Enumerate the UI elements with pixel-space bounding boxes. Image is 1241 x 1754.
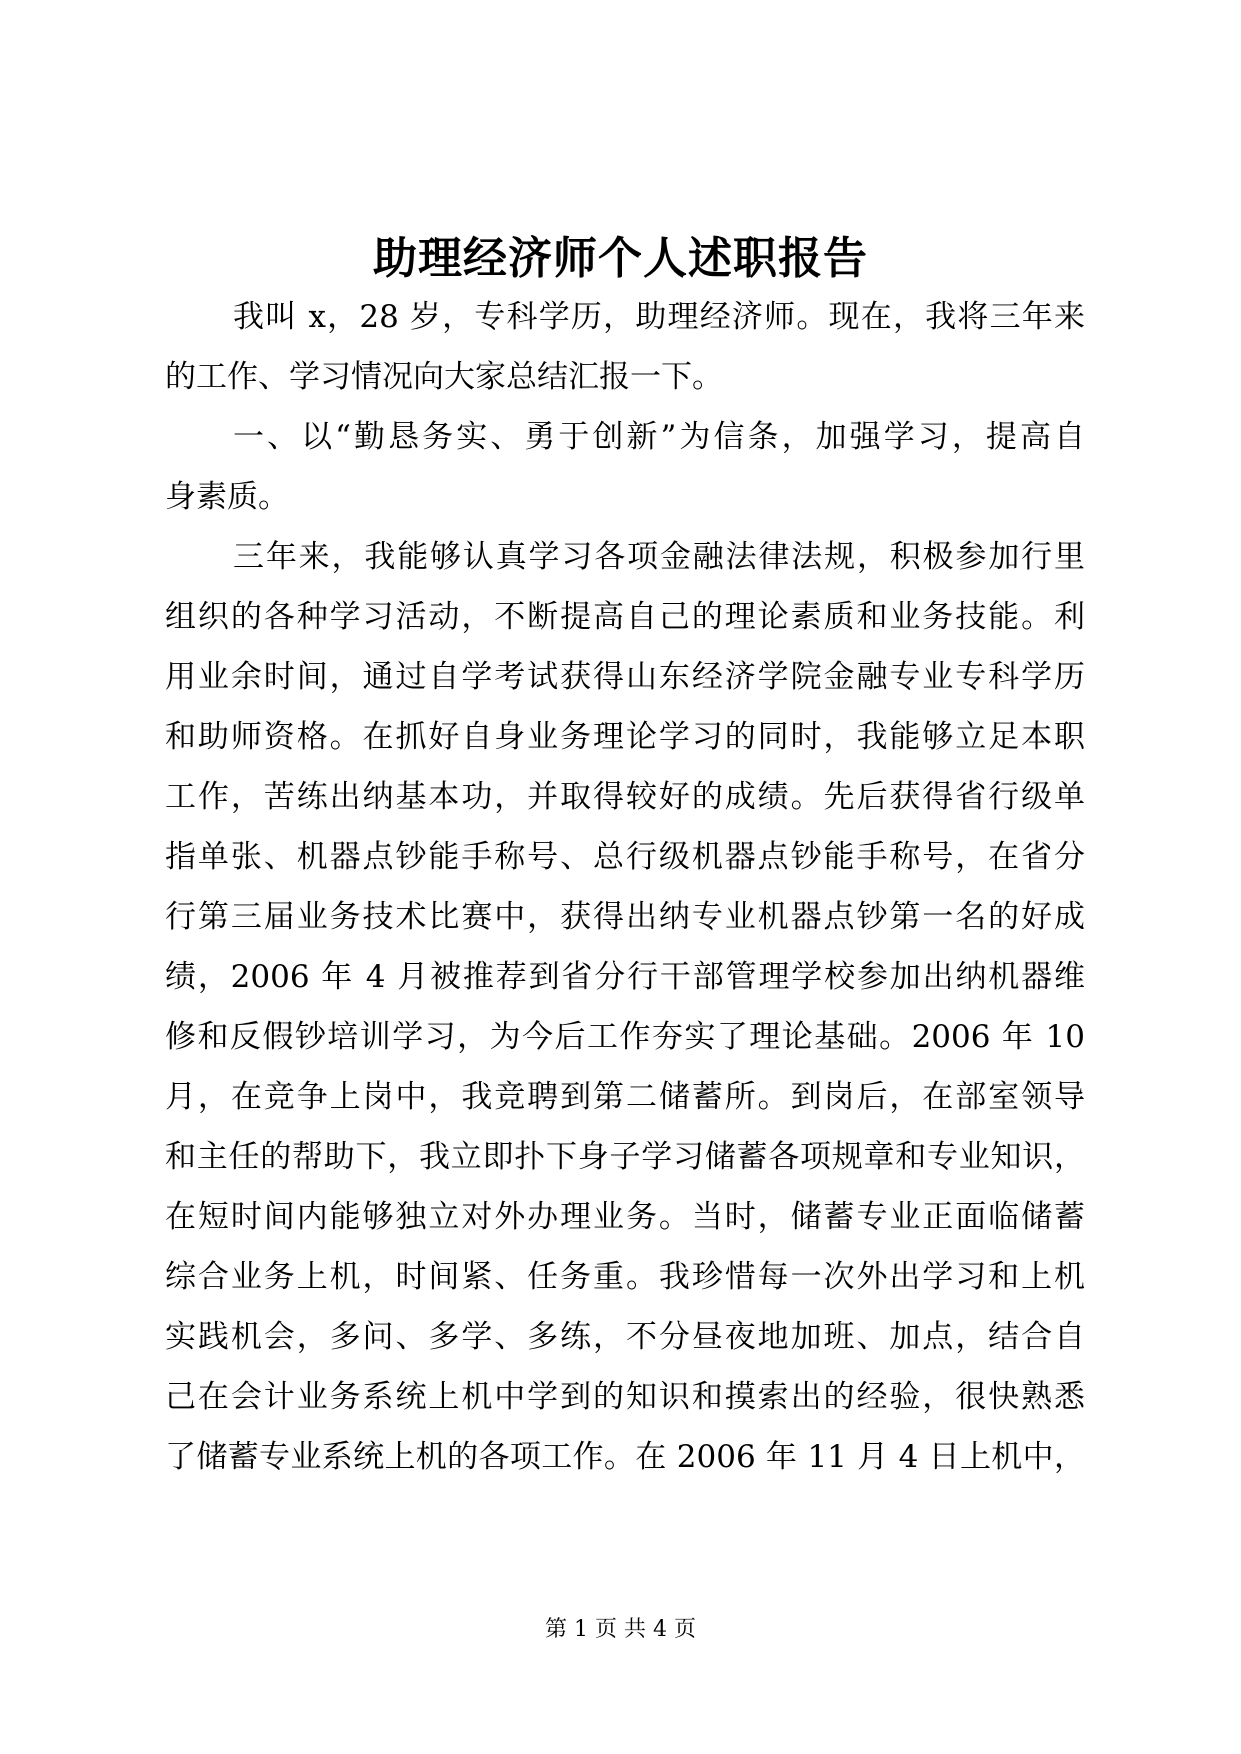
paragraph-line: 和助师资格。在抓好自身业务理论学习的同时，我能够立足本职 xyxy=(165,719,1085,755)
section-heading-line: 身素质。 xyxy=(165,479,289,515)
paragraph-line: 了储蓄专业系统上机的各项工作。在 2006 年 11 月 4 日上机中， xyxy=(165,1439,1085,1475)
paragraph-line: 在短时间内能够独立对外办理业务。当时，储蓄专业正面临储蓄 xyxy=(165,1199,1085,1235)
page-number: 第 1 页 共 4 页 xyxy=(545,1617,696,1642)
page-title: 助理经济师个人述职报告 xyxy=(373,233,868,284)
paragraph-line: 行第三届业务技术比赛中，获得出纳专业机器点钞第一名的好成 xyxy=(165,899,1085,935)
paragraph-line: 月，在竞争上岗中，我竞聘到第二储蓄所。到岗后，在部室领导 xyxy=(165,1079,1085,1115)
paragraph-line: 用业余时间，通过自学考试获得山东经济学院金融专业专科学历 xyxy=(165,659,1085,695)
paragraph-line: 我叫 x，28 岁，专科学历，助理经济师。现在，我将三年来 xyxy=(233,299,1085,335)
paragraph-line: 和主任的帮助下，我立即扑下身子学习储蓄各项规章和专业知识， xyxy=(165,1139,1085,1175)
paragraph-line: 绩，2006 年 4 月被推荐到省分行干部管理学校参加出纳机器维 xyxy=(165,959,1085,995)
document-body xyxy=(165,287,1085,1487)
paragraph-line: 组织的各种学习活动，不断提高自己的理论素质和业务技能。利 xyxy=(165,599,1085,635)
paragraph-line: 指单张、机器点钞能手称号、总行级机器点钞能手称号，在省分 xyxy=(165,839,1085,875)
paragraph-line: 己在会计业务系统上机中学到的知识和摸索出的经验，很快熟悉 xyxy=(165,1379,1085,1415)
paragraph-line: 三年来，我能够认真学习各项金融法律法规，积极参加行里 xyxy=(233,539,1085,575)
paragraph-line: 综合业务上机，时间紧、任务重。我珍惜每一次外出学习和上机 xyxy=(165,1259,1085,1295)
paragraph-line: 实践机会，多问、多学、多练，不分昼夜地加班、加点，结合自 xyxy=(165,1319,1085,1355)
section-heading-line: 一、以“勤恳务实、勇于创新”为信条，加强学习，提高自 xyxy=(233,419,1085,455)
paragraph-line: 工作，苦练出纳基本功，并取得较好的成绩。先后获得省行级单 xyxy=(165,779,1085,815)
paragraph-line: 的工作、学习情况向大家总结汇报一下。 xyxy=(165,359,723,395)
paragraph-line: 修和反假钞培训学习，为今后工作夯实了理论基础。2006 年 10 xyxy=(165,1019,1085,1055)
